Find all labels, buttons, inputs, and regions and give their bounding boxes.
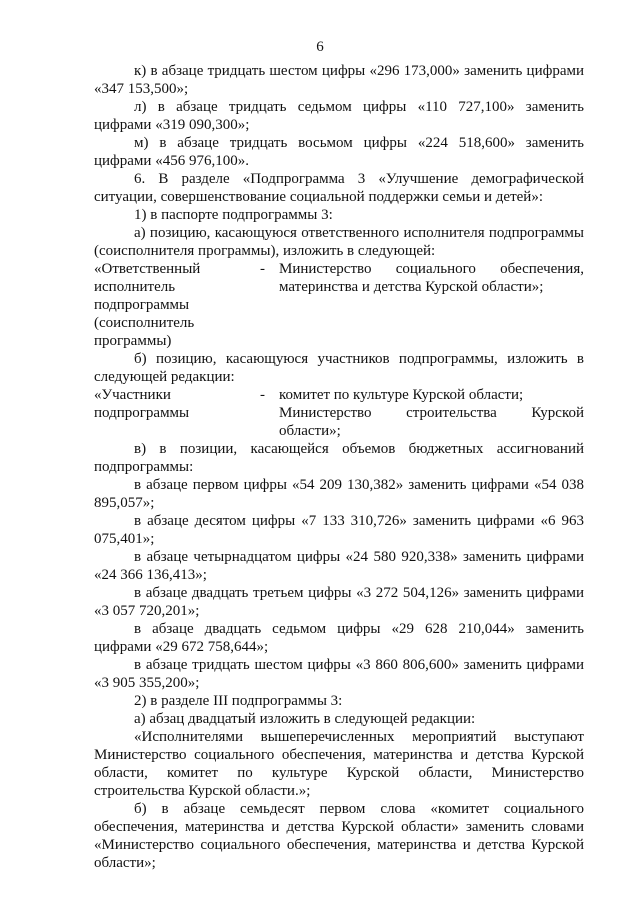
paragraph-abzac-14: в абзаце четырнадцатом цифры «24 580 920,338» заменить цифрами «24 366 136,413»; <box>94 549 584 583</box>
dash: - <box>260 387 265 403</box>
paragraph-abzac-1: в абзаце первом цифры «54 209 130,382» заменить цифрами «54 038 895,057»; <box>94 477 584 511</box>
paragraph-executors-quote: «Исполнителями вышеперечисленных мероприятий выступают Министерство социального обеспечения, материнства и детства Курской области, комитет по культуре Курской области, Министерство строительства Курской области.»; <box>94 729 584 799</box>
document-body <box>94 62 584 872</box>
paragraph-section-6: 6. В разделе «Подпрограмма 3 «Улучшение демографической ситуации, совершенствование социальной поддержки семьи и детей»: <box>94 171 584 205</box>
paragraph-v-position: в) в позиции, касающейся объемов бюджетных ассигнований подпрограммы: <box>94 441 584 475</box>
responsible-executor-label: «Ответственный исполнитель подпрограммы (соисполнитель программы) <box>94 261 201 349</box>
participant-2: Министерство строительства Курской области»; <box>279 405 584 439</box>
paragraph-abzac-36: в абзаце тридцать шестом цифры «3 860 806,600» заменить цифрами «3 905 355,200»; <box>94 657 584 691</box>
participant-1: комитет по культуре Курской области; <box>279 387 524 403</box>
page-number: 6 <box>316 39 324 55</box>
paragraph-a-position: а) позицию, касающуюся ответственного исполнителя подпрограммы (соисполнителя программы), изложить в следующей: <box>94 225 584 259</box>
paragraph-a-abzac-20: а) абзац двадцатый изложить в следующей редакции: <box>134 711 476 727</box>
responsible-executor-entry <box>94 260 584 350</box>
paragraph-b-position: б) позицию, касающуюся участников подпрограммы, изложить в следующей редакции: <box>94 351 584 385</box>
paragraph-abzac-27: в абзаце двадцать седьмом цифры «29 628 210,044» заменить цифрами «29 672 758,644»; <box>94 621 584 655</box>
paragraph-l: л) в абзаце тридцать седьмом цифры «110 727,100» заменить цифрами «319 090,300»; <box>94 99 584 133</box>
paragraph-k: к) в абзаце тридцать шестом цифры «296 173,000» заменить цифрами «347 153,500»; <box>94 63 584 97</box>
paragraph-b-abzac-71: б) в абзаце семьдесят первом слова «комитет социального обеспечения, материнства и детства Курской области» заменить словами «Министерство социального обеспечения, материнства и детства Курской области»; <box>94 801 584 871</box>
responsible-executor-value: Министерство социального обеспечения, материнства и детства Курской области»; <box>279 261 584 295</box>
participants-values <box>279 386 584 440</box>
paragraph-passport: 1) в паспорте подпрограммы 3: <box>134 207 333 223</box>
paragraph-section-3: 2) в разделе III подпрограммы 3: <box>134 693 343 709</box>
paragraph-abzac-23: в абзаце двадцать третьем цифры «3 272 504,126» заменить цифрами «3 057 720,201»; <box>94 585 584 619</box>
participants-label: «Участники подпрограммы <box>94 387 190 421</box>
paragraph-abzac-10: в абзаце десятом цифры «7 133 310,726» заменить цифрами «6 963 075,401»; <box>94 513 584 547</box>
dash: - <box>260 261 265 277</box>
paragraph-m: м) в абзаце тридцать восьмом цифры «224 518,600» заменить цифрами «456 976,100». <box>94 135 584 169</box>
participants-entry <box>94 386 584 440</box>
